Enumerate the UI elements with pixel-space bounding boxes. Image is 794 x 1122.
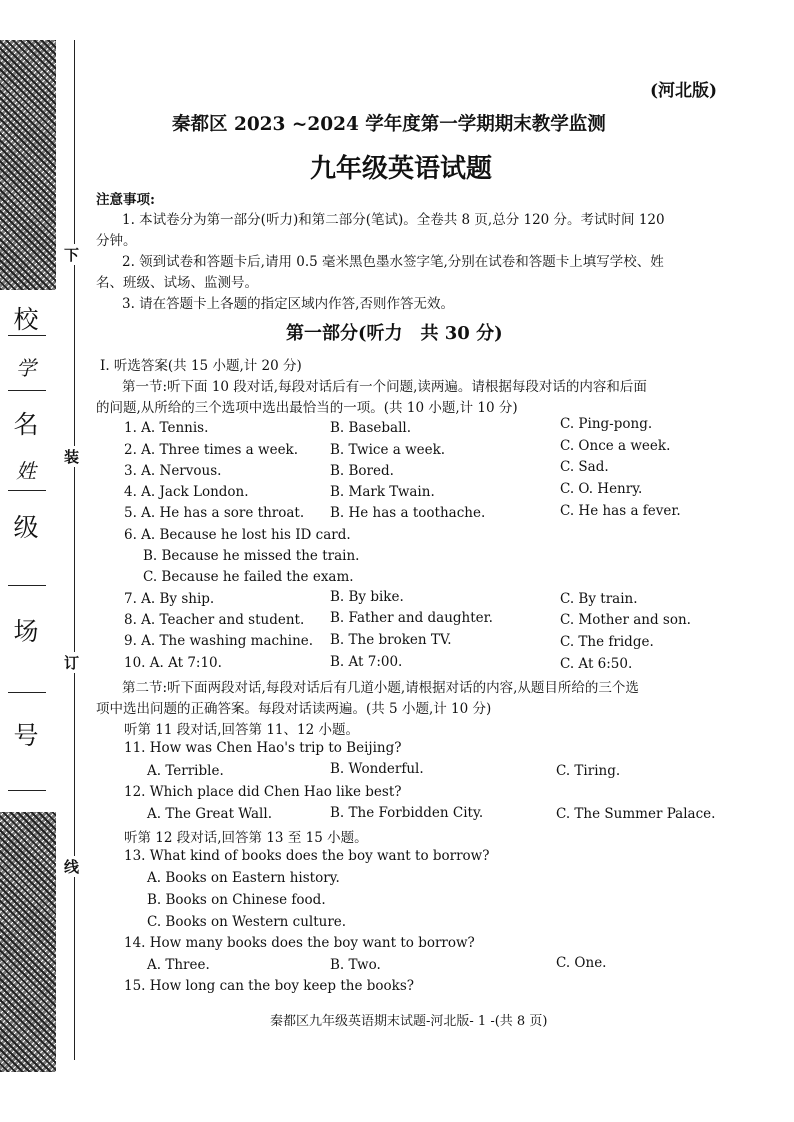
label-school: 校 — [13, 305, 39, 334]
section1-sub2-line2: 项中选出问题的正确答案。每段对话读两遍。(共 5 小题,计 10 分) — [96, 701, 492, 717]
q12-stem: 12. Which place did Chen Hao like best? — [124, 784, 402, 800]
dialog11-intro: 听第 11 段对话,回答第 11、12 小题。 — [124, 722, 359, 738]
q8-option-c: C. Mother and son. — [560, 612, 691, 628]
q6-option-a: 6. A. Because he lost his ID card. — [124, 527, 351, 543]
section1-sub1-line2: 的问题,从所给的三个选项中选出最恰当的一项。(共 10 小题,计 10 分) — [96, 400, 518, 416]
section1-sub1-line1: 第一节:听下面 10 段对话,每段对话后有一个问题,读两遍。请根据每段对话的内容和后面 — [122, 379, 647, 395]
notice-item-1-cont: 分钟。 — [96, 233, 137, 249]
q9-option-c: C. The fridge. — [560, 634, 654, 650]
binding-mark-xia: 下 — [64, 246, 80, 264]
q11-option-c: C. Tiring. — [556, 763, 621, 779]
field-line-number[interactable] — [8, 790, 46, 791]
q4-option-c: C. O. Henry. — [560, 481, 643, 497]
notice-heading: 注意事项: — [96, 192, 155, 208]
q7-option-b: B. By bike. — [330, 589, 404, 605]
q9-option-a: 9. A. The washing machine. — [124, 633, 314, 649]
q1-option-c: C. Ping-pong. — [560, 416, 653, 432]
q5-option-a: 5. A. He has a sore throat. — [124, 505, 305, 521]
field-line-name[interactable] — [8, 490, 46, 491]
notice-item-3: 3. 请在答题卡上各题的指定区域内作答,否则作答无效。 — [122, 296, 454, 312]
label-school-handwritten: 学 — [16, 356, 36, 380]
q14-option-b: B. Two. — [330, 957, 381, 973]
field-line-1[interactable] — [8, 390, 46, 391]
q8-option-a: 8. A. Teacher and student. — [124, 612, 305, 628]
section1-sub2-line1: 第二节:听下面两段对话,每段对话后有几道小题,请根据对话的内容,从题目所给的三个选 — [122, 680, 639, 696]
q7-option-a: 7. A. By ship. — [124, 591, 215, 607]
binding-mark-xian: 线 — [64, 858, 80, 876]
binding-mark-zhuang: 装 — [64, 448, 80, 466]
q15-stem: 15. How long can the boy keep the books? — [124, 978, 414, 994]
q11-option-b: B. Wonderful. — [330, 761, 424, 777]
dialog12-intro: 听第 12 段对话,回答第 13 至 15 小题。 — [124, 830, 368, 846]
edition-label: (河北版) — [650, 81, 718, 101]
q10-option-b: B. At 7:00. — [330, 654, 403, 670]
exam-title: 秦都区 2023 ~2024 学年度第一学期期末教学监测 — [172, 114, 606, 135]
notice-item-1: 1. 本试卷分为第一部分(听力)和第二部分(笔试)。全卷共 8 页,总分 120 分。考试时间 120 — [122, 212, 665, 228]
q6-option-b: B. Because he missed the train. — [143, 548, 360, 564]
field-line-room[interactable] — [8, 692, 46, 693]
q7-option-c: C. By train. — [560, 591, 638, 607]
label-class: 级 — [13, 513, 39, 542]
security-pattern-top — [0, 40, 56, 290]
q12-option-a: A. The Great Wall. — [147, 806, 272, 822]
q3-option-b: B. Bored. — [330, 463, 394, 479]
field-line-class[interactable] — [8, 585, 46, 586]
notice-item-2: 2. 领到试卷和答题卡后,请用 0.5 毫米黑色墨水签字笔,分别在试卷和答题卡上填写学校、姓 — [122, 254, 664, 270]
q5-option-b: B. He has a toothache. — [330, 505, 486, 521]
q10-option-c: C. At 6:50. — [560, 656, 633, 672]
q10-option-a: 10. A. At 7:10. — [124, 655, 222, 671]
q5-option-c: C. He has a fever. — [560, 503, 681, 519]
q11-stem: 11. How was Chen Hao's trip to Beijing? — [124, 740, 402, 756]
q4-option-b: B. Mark Twain. — [330, 484, 435, 500]
label-number: 号 — [13, 721, 39, 750]
label-room: 场 — [13, 617, 39, 646]
q2-option-a: 2. A. Three times a week. — [124, 442, 299, 458]
q8-option-b: B. Father and daughter. — [330, 610, 493, 626]
label-name: 名 — [13, 410, 39, 439]
q3-option-c: C. Sad. — [560, 459, 609, 475]
q13-option-b: B. Books on Chinese food. — [147, 892, 326, 908]
q9-option-b: B. The broken TV. — [330, 632, 452, 648]
q2-option-b: B. Twice a week. — [330, 442, 446, 458]
binding-line — [74, 40, 75, 1060]
q14-option-a: A. Three. — [147, 957, 210, 973]
q12-option-b: B. The Forbidden City. — [330, 805, 484, 821]
q13-option-c: C. Books on Western culture. — [147, 914, 347, 930]
q13-stem: 13. What kind of books does the boy want to borrow? — [124, 848, 490, 864]
page-title: 九年级英语试题 — [310, 154, 493, 184]
q11-option-a: A. Terrible. — [147, 763, 224, 779]
section1-title: Ⅰ. 听选答案(共 15 小题,计 20 分) — [100, 358, 302, 374]
binding-mark-ding: 订 — [64, 654, 80, 672]
part1-title: 第一部分(听力 共 30 分) — [286, 323, 503, 344]
q14-stem: 14. How many books does the boy want to borrow? — [124, 935, 475, 951]
q13-option-a: A. Books on Eastern history. — [147, 870, 340, 886]
notice-item-2-cont: 名、班级、试场、监测号。 — [96, 275, 258, 291]
q14-option-c: C. One. — [556, 955, 607, 971]
page-footer: 秦都区九年级英语期末试题-河北版- 1 -(共 8 页) — [270, 1014, 548, 1029]
q2-option-c: C. Once a week. — [560, 438, 671, 454]
q4-option-a: 4. A. Jack London. — [124, 484, 249, 500]
q1-option-b: B. Baseball. — [330, 420, 412, 436]
label-name-handwritten: 姓 — [16, 459, 36, 483]
security-pattern-bottom — [0, 812, 56, 1072]
q12-option-c: C. The Summer Palace. — [556, 806, 716, 822]
q3-option-a: 3. A. Nervous. — [124, 463, 222, 479]
field-line-school[interactable] — [8, 335, 46, 336]
q1-option-a: 1. A. Tennis. — [124, 420, 209, 436]
q6-option-c: C. Because he failed the exam. — [143, 569, 354, 585]
